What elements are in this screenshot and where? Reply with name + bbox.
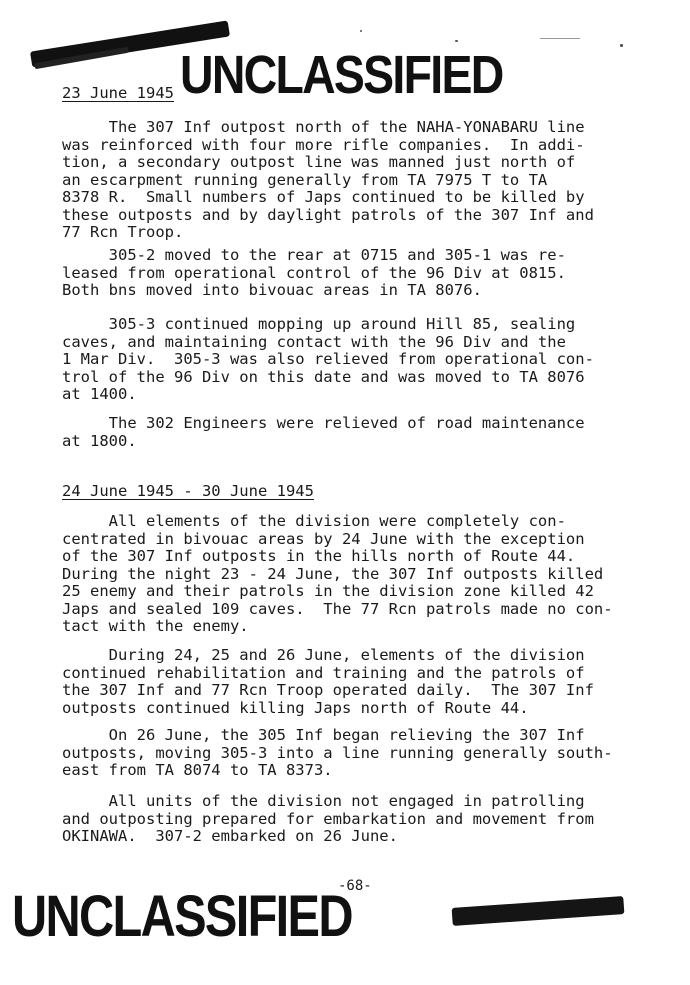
paragraph: All elements of the division were completely con- centrated in bivouac areas by 24 June with the exception of the 307 Inf outposts in the hills north of Route 44. During the night 23 - 24 June, the 307 Inf outposts killed 25 enemy and their patrols in the division zone killed 42 Japs and sealed 109 caves. The 77 Rcn patrols made no con- tact with the enemy.	[62, 512, 613, 635]
paragraph: All units of the division not engaged in patrolling and outposting prepared for embarkation and movement from OKINAWA. 307-2 embarked on 26 June.	[62, 792, 594, 845]
section-heading-24-30-june: 24 June 1945 - 30 June 1945	[62, 482, 314, 500]
unclassified-stamp-bottom: UNCLASSIFIED	[12, 884, 352, 949]
paragraph: On 26 June, the 305 Inf began relieving the 307 Inf outposts, moving 305-3 into a line running generally south- east from TA 8074 to TA 8373.	[62, 726, 613, 779]
scan-speck	[620, 44, 623, 47]
paragraph: During 24, 25 and 26 June, elements of the division continued rehabilitation and training and the patrols of the 307 Inf and 77 Rcn Troop operated daily. The 307 Inf outposts continued killing Japs north of Route 44.	[62, 646, 594, 717]
scan-speck	[455, 40, 458, 42]
redaction-bar-bottom	[452, 896, 625, 926]
scan-speck	[540, 38, 580, 39]
unclassified-stamp-top: UNCLASSIFIED	[180, 45, 503, 105]
section-heading-23-june: 23 June 1945	[62, 84, 174, 102]
paragraph: 305-3 continued mopping up around Hill 85, sealing caves, and maintaining contact with the 96 Div and the 1 Mar Div. 305-3 was also relieved from operational con- trol of the 96 Div on this date and was moved to TA 8076 at 1400.	[62, 315, 594, 403]
page-number: -68-	[338, 878, 372, 894]
paragraph: The 307 Inf outpost north of the NAHA-YONABARU line was reinforced with four more rifle companies. In addi- tion, a secondary outpost line was manned just north of an escarpment running generally from TA 7975 T to TA 8378 R. Small numbers of Japs continued to be killed by these outposts and by daylight patrols of the 307 Inf and 77 Rcn Troop.	[62, 118, 594, 241]
scan-speck	[360, 30, 362, 32]
paragraph: The 302 Engineers were relieved of road maintenance at 1800.	[62, 414, 585, 450]
paragraph: 305-2 moved to the rear at 0715 and 305-1 was re- leased from operational control of the 96 Div at 0815. Both bns moved into bivouac areas in TA 8076.	[62, 246, 566, 299]
